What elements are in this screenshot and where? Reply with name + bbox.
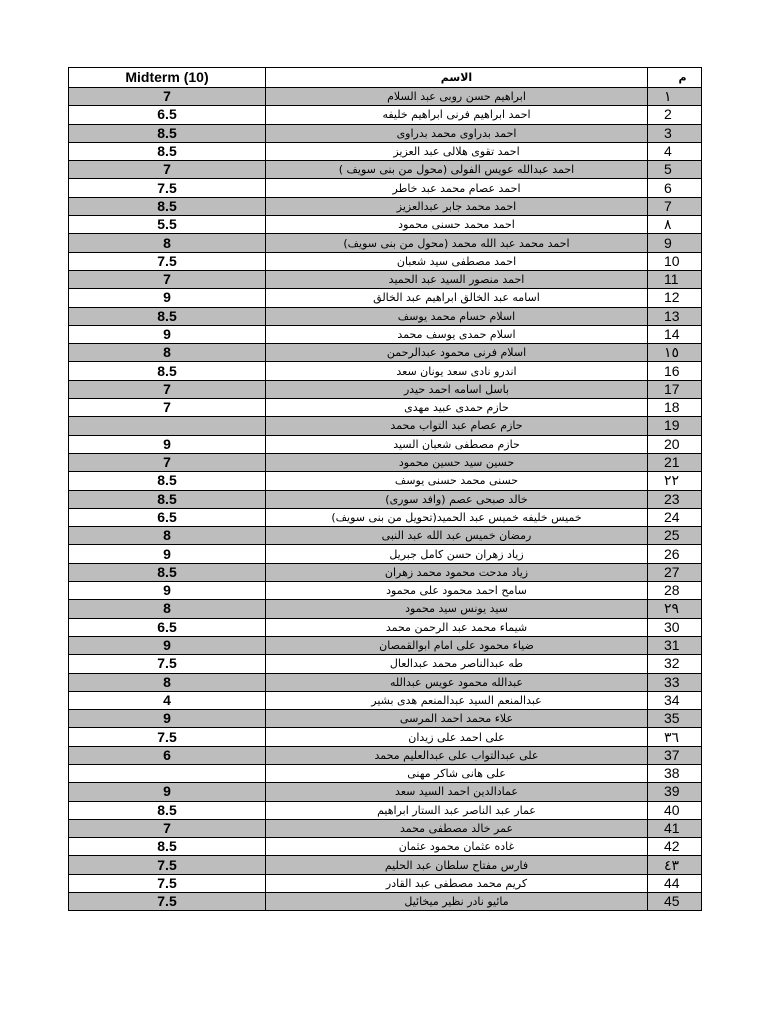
- number-cell: 41: [648, 819, 702, 837]
- score-cell: 8: [69, 344, 266, 362]
- table-row: [69, 380, 702, 398]
- number-cell: ٢٢: [648, 472, 702, 490]
- table-row: [69, 728, 702, 746]
- name-cell: زياد زهران حسن كامل جبريل: [266, 545, 648, 563]
- score-cell: 7.5: [69, 655, 266, 673]
- name-cell: سيد يونس سيد محمود: [266, 600, 648, 618]
- header-name: الاسم: [266, 68, 648, 88]
- table-row: [69, 710, 702, 728]
- score-cell: 7.5: [69, 874, 266, 892]
- number-cell: 4: [648, 142, 702, 160]
- table-row: [69, 636, 702, 654]
- name-cell: حازم عصام عبد التواب محمد: [266, 417, 648, 435]
- header-midterm: Midterm (10): [69, 68, 266, 88]
- name-cell: عبدالله محمود عويس عبدالله: [266, 673, 648, 691]
- score-cell: 6.5: [69, 618, 266, 636]
- name-cell: احمد محمد جابر عبدالعزيز: [266, 197, 648, 215]
- name-cell: اسلام حمدى يوسف محمد: [266, 325, 648, 343]
- score-cell: 9: [69, 435, 266, 453]
- number-cell: 13: [648, 307, 702, 325]
- table-row: [69, 270, 702, 288]
- name-cell: عمار عبد الناصر عبد الستار ابراهيم: [266, 801, 648, 819]
- score-cell: 8.5: [69, 197, 266, 215]
- table-row: [69, 453, 702, 471]
- score-cell: 7: [69, 380, 266, 398]
- table-row: [69, 618, 702, 636]
- number-cell: 35: [648, 710, 702, 728]
- name-cell: زياد مدحت محمود محمد زهران: [266, 563, 648, 581]
- name-cell: ضياء محمود على امام ابوالقمصان: [266, 636, 648, 654]
- table-row: [69, 472, 702, 490]
- score-cell: 5.5: [69, 216, 266, 234]
- score-cell: 6.5: [69, 508, 266, 526]
- number-cell: 40: [648, 801, 702, 819]
- name-cell: عمر خالد مصطفى محمد: [266, 819, 648, 837]
- score-cell: 8.5: [69, 472, 266, 490]
- score-cell: 8: [69, 673, 266, 691]
- name-cell: اسامه عبد الخالق ابراهيم عبد الخالق: [266, 289, 648, 307]
- score-cell: 8: [69, 527, 266, 545]
- score-cell: [69, 417, 266, 435]
- score-cell: 7: [69, 88, 266, 106]
- name-cell: سامح احمد محمود على محمود: [266, 582, 648, 600]
- score-cell: 7.5: [69, 893, 266, 911]
- name-cell: على احمد على زيدان: [266, 728, 648, 746]
- number-cell: 7: [648, 197, 702, 215]
- number-cell: 19: [648, 417, 702, 435]
- table-row: [69, 893, 702, 911]
- name-cell: على هانى شاكر مهنى: [266, 764, 648, 782]
- name-cell: اسلام حسام محمد يوسف: [266, 307, 648, 325]
- score-cell: 8: [69, 600, 266, 618]
- number-cell: ٨: [648, 216, 702, 234]
- score-cell: 7: [69, 161, 266, 179]
- table-row: [69, 801, 702, 819]
- table-row: [69, 88, 702, 106]
- score-cell: 4: [69, 691, 266, 709]
- name-cell: اندرو نادى سعد يونان سعد: [266, 362, 648, 380]
- table-row: [69, 874, 702, 892]
- number-cell: 44: [648, 874, 702, 892]
- header-row: [69, 68, 702, 88]
- table-row: [69, 508, 702, 526]
- table-row: [69, 307, 702, 325]
- score-cell: 8.5: [69, 838, 266, 856]
- name-cell: احمد محمد عبد الله محمد (محول من بنى سويف): [266, 234, 648, 252]
- table-row: [69, 325, 702, 343]
- table-row: [69, 655, 702, 673]
- name-cell: احمد عصام محمد عبد خاطر: [266, 179, 648, 197]
- score-cell: 9: [69, 289, 266, 307]
- number-cell: 9: [648, 234, 702, 252]
- number-cell: 6: [648, 179, 702, 197]
- table-row: [69, 545, 702, 563]
- name-cell: عمادالدين احمد السيد سعد: [266, 783, 648, 801]
- score-cell: 9: [69, 636, 266, 654]
- number-cell: 38: [648, 764, 702, 782]
- table-row: [69, 490, 702, 508]
- score-cell: 7.5: [69, 252, 266, 270]
- number-cell: ١: [648, 88, 702, 106]
- score-cell: 9: [69, 325, 266, 343]
- score-cell: 7.5: [69, 179, 266, 197]
- table-row: [69, 746, 702, 764]
- table-row: [69, 362, 702, 380]
- number-cell: 33: [648, 673, 702, 691]
- number-cell: 20: [648, 435, 702, 453]
- score-cell: 8.5: [69, 124, 266, 142]
- table-row: [69, 252, 702, 270]
- number-cell: 3: [648, 124, 702, 142]
- score-cell: 7: [69, 819, 266, 837]
- table-row: [69, 600, 702, 618]
- table-row: [69, 783, 702, 801]
- score-cell: 8.5: [69, 563, 266, 581]
- name-cell: رمضان خميس عبد الله عبد النبى: [266, 527, 648, 545]
- score-cell: 9: [69, 783, 266, 801]
- name-cell: باسل اسامه احمد حيدر: [266, 380, 648, 398]
- name-cell: اسلام فرنى محمود عبدالرحمن: [266, 344, 648, 362]
- number-cell: 30: [648, 618, 702, 636]
- score-cell: 8.5: [69, 490, 266, 508]
- number-cell: 25: [648, 527, 702, 545]
- number-cell: 17: [648, 380, 702, 398]
- number-cell: 23: [648, 490, 702, 508]
- table-row: [69, 161, 702, 179]
- table-row: [69, 124, 702, 142]
- table-row: [69, 764, 702, 782]
- number-cell: 18: [648, 399, 702, 417]
- score-cell: 8.5: [69, 362, 266, 380]
- number-cell: 31: [648, 636, 702, 654]
- table-row: [69, 234, 702, 252]
- number-cell: 12: [648, 289, 702, 307]
- name-cell: احمد عبدالله عويس الفولى (محول من بنى سويف ): [266, 161, 648, 179]
- name-cell: حسين سيد حسين محمود: [266, 453, 648, 471]
- table-row: [69, 197, 702, 215]
- score-cell: [69, 764, 266, 782]
- name-cell: حازم مصطفى شعبان السيد: [266, 435, 648, 453]
- name-cell: شيماء محمد عبد الرحمن محمد: [266, 618, 648, 636]
- name-cell: عبدالمنعم السيد عبدالمنعم هدى بشير: [266, 691, 648, 709]
- score-cell: 9: [69, 545, 266, 563]
- name-cell: علاء محمد احمد المرسى: [266, 710, 648, 728]
- name-cell: حسنى محمد حسنى يوسف: [266, 472, 648, 490]
- name-cell: كريم محمد مصطفى عبد القادر: [266, 874, 648, 892]
- table-row: [69, 179, 702, 197]
- table-row: [69, 435, 702, 453]
- number-cell: 34: [648, 691, 702, 709]
- number-cell: 32: [648, 655, 702, 673]
- score-cell: 6: [69, 746, 266, 764]
- score-cell: 7.5: [69, 728, 266, 746]
- table-row: [69, 344, 702, 362]
- table-row: [69, 289, 702, 307]
- score-cell: 7: [69, 399, 266, 417]
- score-cell: 7.5: [69, 856, 266, 874]
- number-cell: 42: [648, 838, 702, 856]
- name-cell: احمد منصور السيد عبد الحميد: [266, 270, 648, 288]
- name-cell: احمد محمد حسنى محمود: [266, 216, 648, 234]
- header-number: م: [648, 68, 702, 88]
- name-cell: احمد مصطفى سيد شعبان: [266, 252, 648, 270]
- table-row: [69, 142, 702, 160]
- number-cell: ٢٩: [648, 600, 702, 618]
- score-cell: 8: [69, 234, 266, 252]
- name-cell: على عبدالتواب على عبدالعليم محمد: [266, 746, 648, 764]
- name-cell: طه عبدالناصر محمد عبدالعال: [266, 655, 648, 673]
- number-cell: ٤٣: [648, 856, 702, 874]
- table-row: [69, 582, 702, 600]
- number-cell: 16: [648, 362, 702, 380]
- table-row: [69, 563, 702, 581]
- name-cell: احمد ابراهيم فرنى ابراهيم خليفه: [266, 106, 648, 124]
- table-row: [69, 838, 702, 856]
- number-cell: ٣٦: [648, 728, 702, 746]
- name-cell: فارس مفتاح سلطان عبد الحليم: [266, 856, 648, 874]
- number-cell: 10: [648, 252, 702, 270]
- name-cell: حازم حمدى عبيد مهدى: [266, 399, 648, 417]
- number-cell: ١٥: [648, 344, 702, 362]
- score-cell: 6.5: [69, 106, 266, 124]
- score-cell: 7: [69, 270, 266, 288]
- number-cell: 45: [648, 893, 702, 911]
- number-cell: 14: [648, 325, 702, 343]
- table-row: [69, 673, 702, 691]
- number-cell: 2: [648, 106, 702, 124]
- number-cell: 37: [648, 746, 702, 764]
- name-cell: خالد صبحى عصم (وافد سورى): [266, 490, 648, 508]
- table-row: [69, 527, 702, 545]
- number-cell: 26: [648, 545, 702, 563]
- number-cell: 11: [648, 270, 702, 288]
- name-cell: احمد تقوى هلالى عبد العزيز: [266, 142, 648, 160]
- table-row: [69, 106, 702, 124]
- number-cell: 21: [648, 453, 702, 471]
- table-row: [69, 417, 702, 435]
- number-cell: 28: [648, 582, 702, 600]
- score-cell: 8.5: [69, 142, 266, 160]
- name-cell: خميس خليفه خميس عبد الحميد(تحويل من بنى سويف): [266, 508, 648, 526]
- table-row: [69, 691, 702, 709]
- score-cell: 9: [69, 710, 266, 728]
- table-row: [69, 819, 702, 837]
- name-cell: غاده عثمان محمود عثمان: [266, 838, 648, 856]
- score-cell: 8.5: [69, 801, 266, 819]
- name-cell: ابراهيم حسن روبى عبد السلام: [266, 88, 648, 106]
- grades-table: [68, 67, 702, 911]
- table-row: [69, 856, 702, 874]
- number-cell: 27: [648, 563, 702, 581]
- number-cell: 5: [648, 161, 702, 179]
- score-cell: 7: [69, 453, 266, 471]
- number-cell: 39: [648, 783, 702, 801]
- score-cell: 8.5: [69, 307, 266, 325]
- number-cell: 24: [648, 508, 702, 526]
- table-row: [69, 399, 702, 417]
- table-row: [69, 216, 702, 234]
- name-cell: احمد بدراوى محمد بدراوى: [266, 124, 648, 142]
- name-cell: مائيو نادر نظير ميخائيل: [266, 893, 648, 911]
- score-cell: 9: [69, 582, 266, 600]
